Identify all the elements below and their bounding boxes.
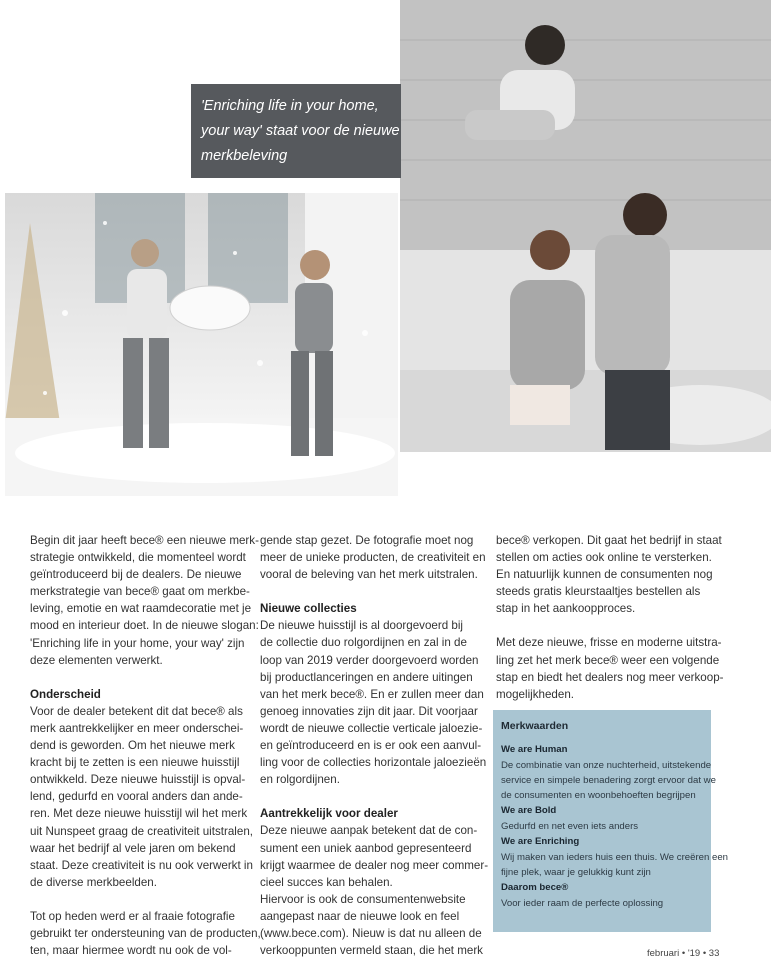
text-line: bece® verkopen. Dit gaat het bedrijf in staat [496,534,722,547]
paragraph-aantrekkelijk [260,822,489,959]
text-line: krijgt waarmee de dealer nog meer commer- [260,858,489,872]
text-line: merkstrategie van bece® gaat om merkbe- [30,585,250,599]
text-line: Hiervoor is ook de consumentenwebsite [260,892,466,906]
paragraph-fotografie [30,908,261,959]
text-line: de diverse merkbeelden. [30,875,157,889]
text-line: mogelijkheden. [496,687,574,701]
value-item [501,742,716,803]
text-line: geïntroduceerd bij de dealers. De nieuwe [30,568,242,582]
photo-pillow-fight [5,193,398,496]
text-line: Voor de dealer betekent dit dat bece® als [30,704,243,718]
heading-onderscheid: Onderscheid [30,687,101,701]
text-line: sument een uniek aanbod gepresenteerd [260,841,472,855]
text-line: verkooppunten vermeld staan, die het merk [260,944,483,958]
text-line: (www.bece.com). Nieuw is dat nu alleen de [260,926,482,940]
value-text: De combinatie van onze nuchterheid, uitstekende [501,760,712,771]
article-column-2 [260,532,489,959]
value-name: We are Bold [501,805,557,816]
value-text: Voor ieder raam de perfecte oplossing [501,898,664,909]
text-line: ren. Met deze nieuwe huisstijl wil het merk [30,807,248,821]
photo-family-playing [400,0,771,452]
article-column-1 [30,532,261,959]
text-line: ling zet het merk bece® weer een volgende [496,653,720,667]
paragraph-fotografie-cont [260,532,486,583]
paragraph-intro [30,532,259,669]
text-line: strategie ontwikkeld, die momenteel wordt [30,551,246,565]
value-text: Gedurfd en net even iets anders [501,821,639,832]
value-name: Daarom bece® [501,882,569,893]
text-line: 'Enriching life in your home, your way' zijn [30,636,245,650]
text-line: van het merk bece®. En er zullen meer dan [260,687,484,701]
pull-quote-line: your way' staat voor de nieuwe [201,123,400,139]
text-line: leving, emotie en wat raamdecoratie met je [30,602,252,616]
text-line: Met deze nieuwe, frisse en moderne uitstra- [496,636,722,650]
text-line: aangepast naar de nieuwe look en feel [260,909,460,923]
value-item [501,803,703,834]
text-line: dend is geworden. Om het nieuwe merk [30,739,235,753]
value-name: We are Enriching [501,836,580,847]
heading-aantrekkelijk: Aantrekkelijk voor dealer [260,807,398,821]
text-line: stap in het aankoopproces. [496,602,636,616]
value-text: fijne plek, waar je gelukkig kunt zijn [501,867,651,878]
text-line: De nieuwe huisstijl is al doorgevoerd bij [260,619,463,633]
text-line: mood en interieur doet. In de nieuwe slogan: [30,619,259,633]
value-name: We are Human [501,744,568,755]
text-line: merk aantrekkelijker en meer onderschei- [30,721,244,735]
text-line: ten, maar hiermee wordt nu ook de vol- [30,944,232,958]
merkwaarden-box [493,710,728,932]
text-line: En natuurlijk kunnen de consumenten nog [496,568,713,582]
value-text: Wij maken van ieders huis een thuis. We creëren een [501,852,728,863]
text-line: en geïntroduceerd en is er ook een aanvul- [260,739,482,753]
pillow-fight-illustration [5,193,398,496]
text-line: Begin dit jaar heeft bece® een nieuwe merk- [30,534,259,547]
text-line: waar het bedrijf al vele jaren om bekend [30,841,236,855]
merkwaarden-title: Merkwaarden [501,720,569,732]
paragraph-onderscheid [30,703,253,891]
text-line: cieel succes kan behalen. [260,875,393,889]
text-line: Deze nieuwe aanpak betekent dat de con- [260,824,478,838]
text-line: bij productlanceringen en andere uitingen [260,670,473,684]
text-line: vooral de beleving van het merk uitstralen. [260,568,478,582]
text-line: deze elementen verwerkt. [30,653,163,667]
pull-quote-line: merkbeleving [201,148,288,164]
heading-nieuwe-collecties: Nieuwe collecties [260,602,357,616]
family-illustration [400,0,771,452]
value-text: de consumenten en woonbehoeften begrijpen [501,790,696,801]
text-line: Tot op heden werd er al fraaie fotografie [30,909,235,923]
paragraph-collecties [260,617,487,788]
text-line: en rolgordijnen. [260,773,340,787]
text-line: staat. Deze creativiteit is nu ook verwerkt in [30,858,253,872]
paragraph-conclusie [496,634,724,702]
text-line: wordt de nieuwe collectie verticale jaloezie- [260,721,483,735]
text-line: de collectie duo rolgordijnen en zal in de [260,636,467,650]
text-line: genoeg innovaties zijn dit jaar. Dit voorjaar [260,704,478,718]
text-line: uit Nunspeet graag de creativiteit uitstralen, [30,824,253,838]
text-line: loop van 2019 verder doorgevoerd worden [260,653,479,667]
text-line: ontwikkeld. Deze nieuwe huisstijl is opval- [30,773,246,787]
value-item [501,880,703,911]
text-line: steeds gratis kleurstaaltjes bestellen als [496,585,701,599]
text-line: meer de unieke producten, de creativiteit en [260,551,486,565]
value-text: service en simpele benadering zorgt ervoor dat we [501,775,716,786]
text-line: gebruikt ter ondersteuning van de producten, [30,926,261,940]
text-line: kracht bij te zetten is een nieuwe huisstijl [30,756,240,770]
paragraph-verkopen [496,532,722,617]
text-line: stap en biedt het dealers nog meer verkoop- [496,670,724,684]
page-footer: februari • '19 • 33 [647,948,720,959]
text-line: lend, gedurfd en vooral anders dan ande- [30,790,243,804]
text-line: gende stap gezet. De fotografie moet nog [260,534,474,547]
pull-quote-line: 'Enriching life in your home, [201,98,379,114]
article-column-3 [496,532,724,703]
pull-quote [191,84,401,178]
value-item [501,834,728,880]
text-line: stellen om acties ook online te versterken. [496,551,712,565]
text-line: ling voor de collecties horizontale jaloezieën [260,756,487,770]
